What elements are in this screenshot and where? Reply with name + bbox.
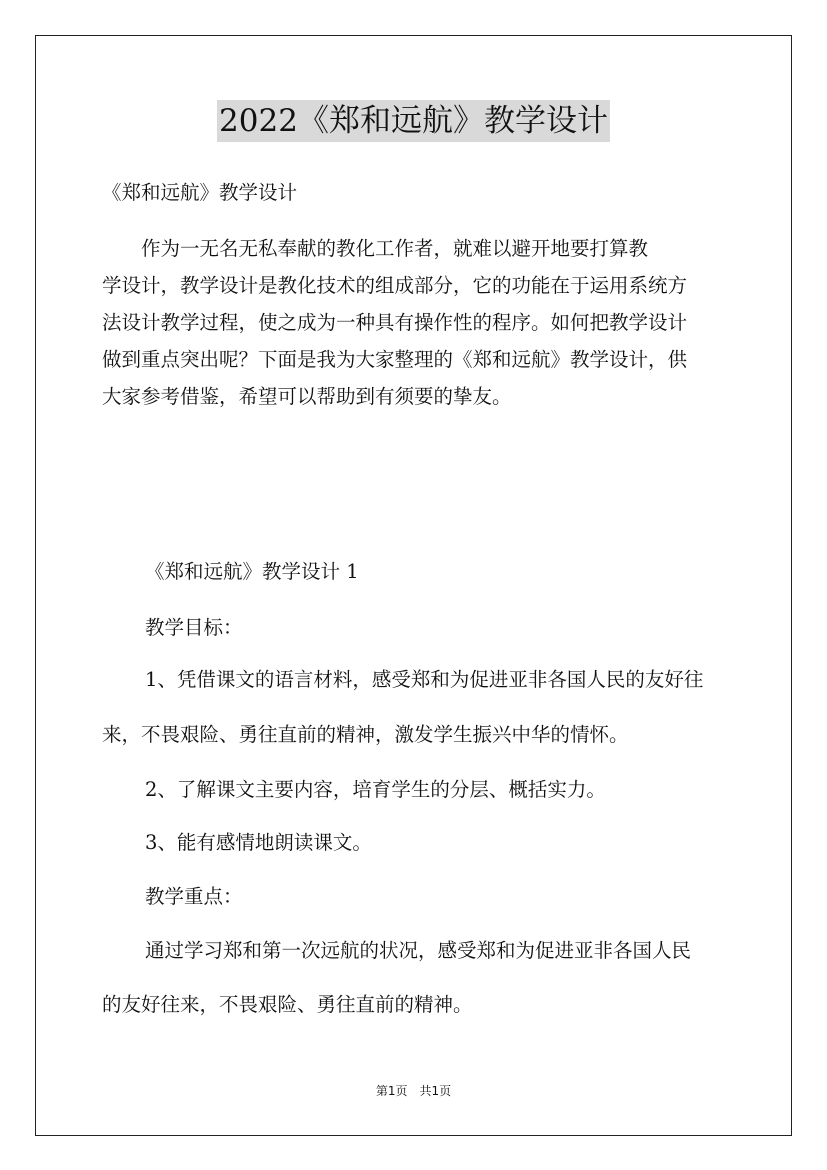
- document-title: 2022《郑和远航》教学设计: [217, 100, 610, 142]
- title-container: [0, 100, 827, 142]
- objective-2: 2、了解课文主要内容，培育学生的分层、概括实力。: [145, 778, 606, 801]
- objective-1-line-2: 来，不畏艰险、勇往直前的精神，激发学生振兴中华的情怀。: [102, 723, 629, 746]
- intro-line: 作为一无名无私奉献的教化工作者，就难以避开地要打算教: [102, 237, 649, 260]
- intro-line: 法设计教学过程，使之成为一种具有操作性的程序。如何把教学设计: [102, 311, 688, 334]
- intro-line: 学设计，教学设计是教化技术的组成部分，它的功能在于运用系统方: [102, 274, 688, 297]
- intro-line: 做到重点突出呢？下面是我为大家整理的《郑和远航》教学设计，供: [102, 348, 688, 371]
- objectives-heading: 教学目标：: [145, 616, 243, 639]
- focus-heading: 教学重点：: [145, 885, 243, 908]
- focus-line-2: 的友好往来，不畏艰险、勇往直前的精神。: [102, 993, 473, 1016]
- objective-1-line-1: 1、凭借课文的语言材料，感受郑和为促进亚非各国人民的友好往: [145, 668, 704, 691]
- intro-line: 大家参考借鉴，希望可以帮助到有须要的挚友。: [102, 385, 512, 408]
- page-footer: 第1页 共1页: [375, 1084, 452, 1098]
- focus-line-1: 通过学习郑和第一次远航的状况，感受郑和为促进亚非各国人民: [145, 939, 692, 962]
- intro-paragraph: [102, 230, 727, 415]
- objective-3: 3、能有感情地朗读课文。: [145, 831, 372, 854]
- section-title: 《郑和远航》教学设计 1: [145, 560, 359, 583]
- document-subtitle: 《郑和远航》教学设计: [102, 181, 298, 204]
